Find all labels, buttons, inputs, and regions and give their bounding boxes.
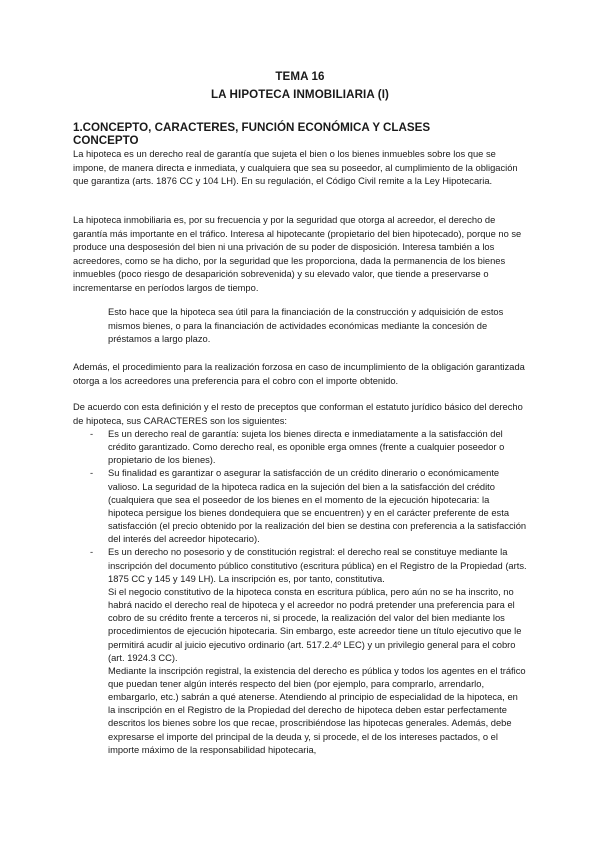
list-item-text: Es un derecho no posesorio y de constitución registral: el derecho real se constituye mediante la inscripción del documento público constitutivo (escritura pública) en el Registro de la Propiedad (arts. 1875 CC y 145 y 149 LH). La inscripción es, por tanto, constitutiva. bbox=[108, 547, 527, 584]
paragraph-characters-intro: De acuerdo con esta definición y el resto de preceptos que conforman el estatuto jurídico básico del derecho de hipoteca, sus CARACTERES son los siguientes: bbox=[73, 402, 523, 426]
paragraph-definition: La hipoteca es un derecho real de garantía que sujeta el bien o los bienes inmuebles sobre los que se impone, de manera directa e inmediata, y cualquiera que sea su poseedor, al cumplimiento de la obligación que garantiza (arts. 1876 CC y 104 LH). En su regulación, el Código Civil remite a la Ley Hipotecaria. bbox=[73, 149, 518, 187]
list-item bbox=[73, 546, 527, 757]
paragraph-importance: La hipoteca inmobiliaria es, por su frecuencia y por la seguridad que otorga al acreedor, el derecho de garantía más importante en el tráfico. Interesa al hipotecante (propietario del bien hipotecado), porque no se produce una desposesión del bien ni una privación de su poder de disposición. Interesa también a los acreedores, como se ha dicho, por la seguridad que les proporciona, dada la permanencia de los bienes inmuebles (poco riesgo de desaparición sobrevenida) y su elevado valor, que tiende a preservarse o incrementarse en períodos largos de tiempo. bbox=[73, 215, 522, 293]
bullet-marker: - bbox=[90, 547, 94, 558]
characters-list bbox=[73, 428, 527, 757]
paragraph-utility: Esto hace que la hipoteca sea útil para la financiación de la construcción y adquisición de estos mismos bienes, o para la financiación de actividades económicas mediante la concesión de préstamos a largo plazo. bbox=[108, 307, 504, 345]
bullet-marker: - bbox=[90, 429, 94, 439]
paragraph-procedure: Además, el procedimiento para la realización forzosa en caso de incumplimiento de la obligación garantizada otorga a los acreedores una preferencia para el cobro con el importe obtenido. bbox=[73, 362, 525, 386]
list-item-text: Es un derecho real de garantía: sujeta los bienes directa e inmediatamente a la satisfacción del crédito garantizado. Como derecho real, es oponible erga omnes (frente a cualquier poseedor o propietario de los bienes). bbox=[108, 429, 505, 466]
bullet-marker: - bbox=[90, 468, 94, 479]
list-item bbox=[73, 467, 527, 546]
document-title: TEMA 16 bbox=[275, 70, 325, 83]
document-subtitle: LA HIPOTECA INMOBILIARIA (I) bbox=[211, 88, 389, 101]
subsection-heading: CONCEPTO bbox=[73, 134, 139, 147]
section-heading: 1.CONCEPTO, CARACTERES, FUNCIÓN ECONÓMICA Y CLASES bbox=[73, 121, 431, 134]
list-item bbox=[73, 428, 527, 467]
list-item-continuation: Mediante la inscripción registral, la existencia del derecho es pública y todos los agentes en el tráfico que puedan tener algún interés respecto del bien (por ejemplo, para comprarlo, arrendarlo, embargarlo, etc.) sabrán a qué atenerse. Atendiendo al principio de especialidad de la hipoteca, en la inscripción en el Registro de la Propiedad del derecho de hipoteca deben estar perfectamente descritos los bienes sobre los que recae, proscribiéndose las hipotecas generales. Además, debe expresarse el importe del principal de la deuda y, si procede, el de los intereses pactados, o el importe máximo de la responsabilidad hipotecaria, bbox=[108, 665, 526, 755]
list-item-text: Su finalidad es garantizar o asegurar la satisfacción de un crédito dinerario o económicamente valioso. La seguridad de la hipoteca radica en la sujeción del bien a la satisfacción del crédito (cualquiera que sea el poseedor de los bienes en el momento de la ejecución hipotecaria: la hipoteca persigue los bienes dondequiera que se encuentren) y en el carácter preferente de esta satisfacción (el precio obtenido por la realización del bien se destina con preferencia a la satisfacción del interés del acreedor hipotecario). bbox=[108, 468, 527, 545]
list-item-continuation: Si el negocio constitutivo de la hipoteca consta en escritura pública, pero aún no se ha inscrito, no habrá nacido el derecho real de hipoteca y el acreedor no podrá pretender una preferencia para el cobro de su crédito frente a terceros ni, si procede, la realización del valor del bien mediante los procedimientos de ejecución hipotecaria. Sin embargo, este acreedor tiene un título ejecutivo que le permitirá acudir al juicio ejecutivo ordinario (art. 517.2.4º LEC) y un privilegio general para el cobro (art. 1924.3 CC). bbox=[108, 586, 522, 663]
